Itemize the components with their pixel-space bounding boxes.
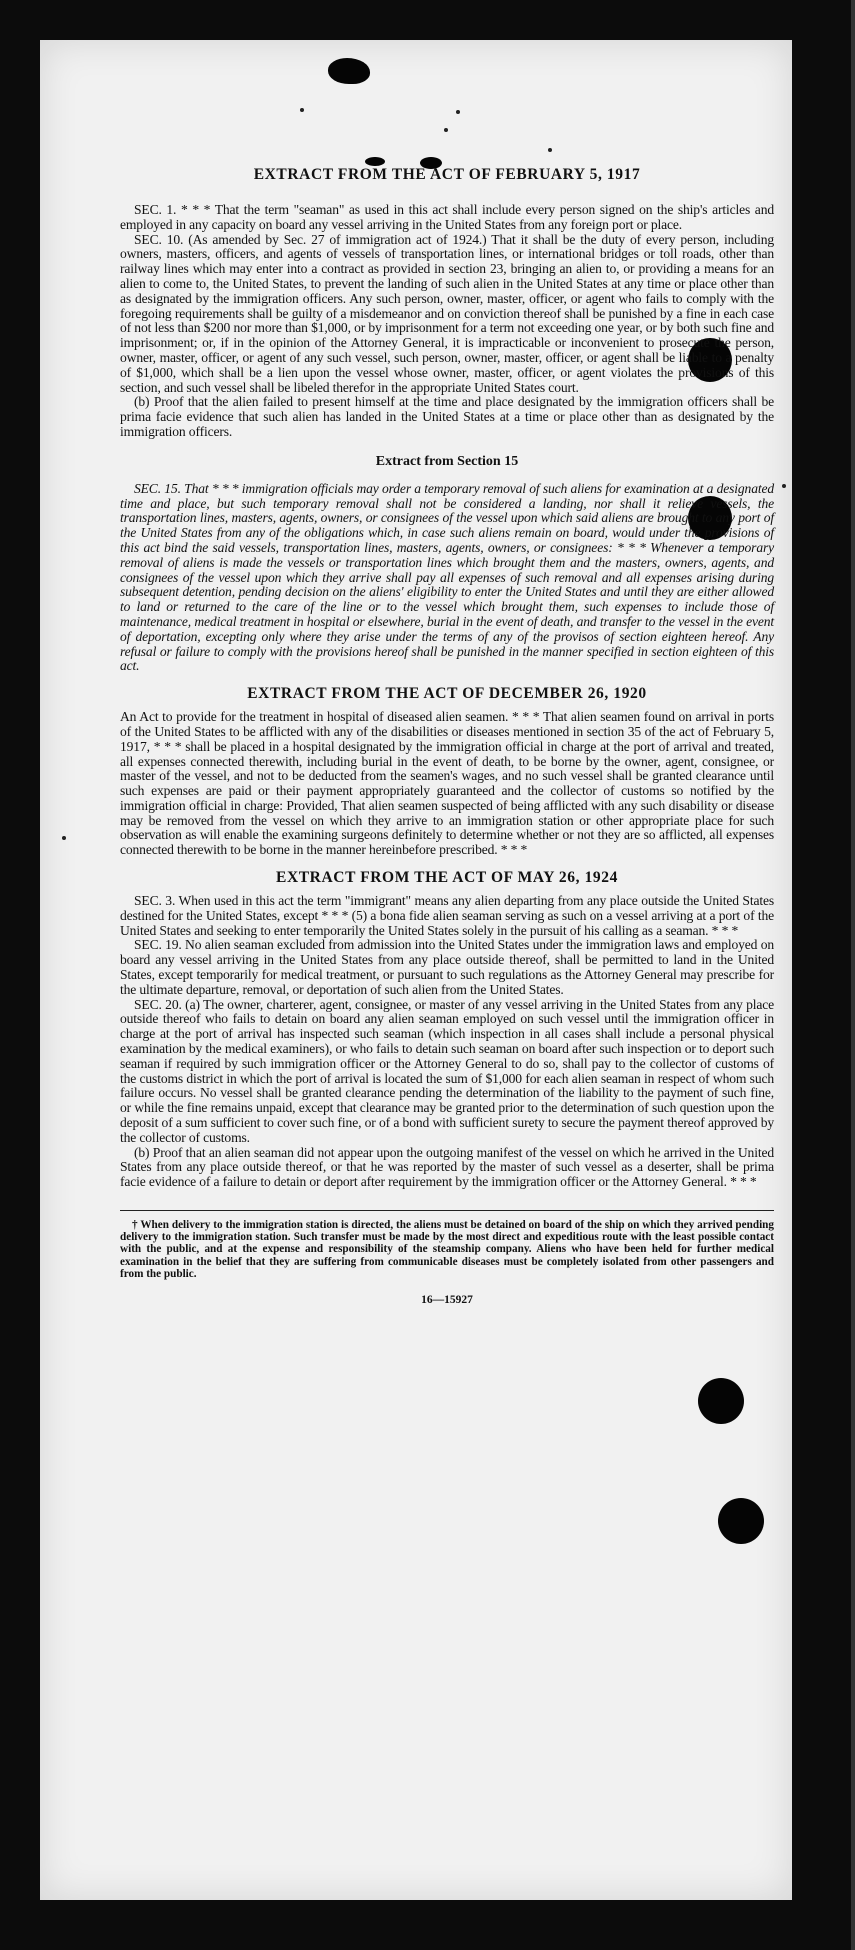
footnote: † When delivery to the immigration station is directed, the aliens must be detained on board of the ship on which they arrived pending delivery to the immigration station. Such transfer must be made by the most direct and expeditious route with the least possible contact with the public, and at the expense and responsibility of the steamship company. Aliens who have been held for further medical examination in the belief that they are suffering from communicable diseases must be completely isolated from other passengers and from the public.: [120, 1219, 774, 1280]
page-number: 16—15927: [421, 1294, 473, 1307]
ink-blot: [328, 58, 370, 84]
paragraph-1924-b: (b) Proof that an alien seaman did not appear upon the outgoing manifest of the vessel on which he arrived in the United States from any place outside thereof, or that he was reported by the master of such vessel as a deserter, shall be prima facie evidence of a failure to detain or deport after requirement by the immigration officer or the Attorney General. * * *: [120, 1144, 774, 1190]
speck: [444, 128, 448, 132]
document-body: [120, 165, 774, 1306]
document-page: [40, 40, 792, 1900]
heading-act-1917: EXTRACT FROM THE ACT OF FEBRUARY 5, 1917: [253, 166, 641, 183]
speck: [456, 110, 460, 114]
paragraph-1924-sec3: SEC. 3. When used in this act the term "immigrant" means any alien departing from any place outside the United States destined for the United States, except * * * (5) a bona fide alien seaman serving as such on a vessel arriving at a port of the United States and seeking to enter temporarily the United States solely in the pursuit of his calling as a seaman. * * *: [120, 893, 774, 938]
paragraph-1920: An Act to provide for the treatment in hospital of diseased alien seamen. * * * That alien seamen found on arrival in ports of the United States to be afflicted with any of the disabilities or diseases mentioned in section 35 of the act of February 5, 1917, * * * shall be placed in a hospital designated by the immigration official in charge at the port of arrival and treated, all expenses connected therewith, including burial in the event of death, to be borne by the owner, agent, consignee, or master of the vessel, and not to be deducted from the seamen's wages, and no such vessel shall be granted clearance until such expenses are paid or their payment appropriately guaranteed and the collector of customs so notified by the immigration official in charge: Provided, That alien seamen suspected of being afflicted with any such disability or disease may be removed from the vessel on which they arrive to an immigration station or other appropriate place for such observation as will enable the examining surgeons definitely to determine whether or not they are so afflicted, all expenses connected therewith to be borne in the manner hereinbefore prescribed. * * *: [120, 709, 774, 858]
speck: [300, 108, 304, 112]
paragraph-1917-sec1: SEC. 1. * * * That the term "seaman" as used in this act shall include every person signed on the ship's articles and employed in any capacity on board any vessel arriving in the United States from any foreign port or place.: [120, 202, 774, 232]
paragraph-1924-sec20: SEC. 20. (a) The owner, charterer, agent, consignee, or master of any vessel arriving in the United States from any place outside thereof who fails to detain on board any alien seaman employed on such vessel until the immigration officer in charge at the port of arrival has inspected such seaman (which inspection in all cases shall include a personal physical examination by the medical examiners), or who fails to detain such seaman on board after such inspection or to deport such seaman if required by such immigration officer or the Attorney General to do so, shall pay to the collector of customs of the customs district in which the port of arrival is located the sum of $1,000 for each alien seaman in respect of whom such failure occurs. No vessel shall be granted clearance pending the determination of the liability to the payment of such fine, or while the fine remains unpaid, except that clearance may be granted prior to the determination of such question upon the deposit of a sum sufficient to cover such fine, or of a bond with sufficient surety to secure the payment thereof approved by the collector of customs.: [120, 996, 774, 1145]
paragraph-1924-sec19: SEC. 19. No alien seaman excluded from admission into the United States under the immigration laws and employed on board any vessel arriving in the United States from any place outside thereof, shall be permitted to land in the United States, except temporarily for medical treatment, or pursuant to such regulations as the Attorney General may prescribe for the ultimate departure, removal, or deportation of such alien from the United States.: [120, 937, 774, 997]
paragraph-1917-b: (b) Proof that the alien failed to present himself at the time and place designated by the immigration officers shall be prima facie evidence that such alien has landed in the United States at a time or place other than as designated by the immigration officers.: [120, 394, 774, 439]
punch-hole: [698, 1378, 744, 1424]
heading-act-1924: EXTRACT FROM THE ACT OF MAY 26, 1924: [276, 869, 618, 887]
scan-edge: [851, 0, 855, 1950]
heading-section-15: Extract from Section 15: [375, 453, 519, 469]
speck: [548, 148, 552, 152]
paragraph-sec15: SEC. 15. That * * * immigration officials may order a temporary removal of such aliens for examination at a designated time and place, but such temporary removal shall not be considered a landing, nor shall it relieve vessels, the transportation lines, masters, agents, owners, or consignees of the vessel upon which said aliens are brought to any port of the United States from any of the obligations which, in case such aliens remain on board, would under the provisions of this act bind the said vessels, transportation lines, masters, agents, owners, or consignees: * * * Whenever a temporary removal of aliens is made the vessels or transportation lines which brought them and the masters, owners, agents, and consignees of the vessel upon which they arrive shall pay all expenses of such removal and all expenses arising during subsequent detention, pending decision on the aliens' eligibility to enter the United States and until they are either allowed to land or returned to the care of the line or to the vessel which brought them, such expenses to include those of maintenance, medical treatment in hospital or elsewhere, burial in the event of death, and transfer to the vessel in the event of deportation, excepting only where they arise under the terms of any of the provisos of section eighteen hereof. Any refusal or failure to comply with the provisions hereof shall be punished in the manner specified in section eighteen of this act.: [120, 480, 774, 674]
speck: [62, 836, 66, 840]
punch-hole: [718, 1498, 764, 1544]
footnote-divider: [120, 1210, 774, 1211]
heading-act-1920: EXTRACT FROM THE ACT OF DECEMBER 26, 1920: [247, 685, 647, 703]
speck: [782, 484, 786, 488]
paragraph-1917-sec10: SEC. 10. (As amended by Sec. 27 of immigration act of 1924.) That it shall be the duty of every person, including owners, masters, officers, and agents of vessels of transportation lines, or international bridges or toll roads, other than railway lines which may enter into a contract as provided in section 23, bringing an alien to, or providing a means for an alien to come to, the United States, to prevent the landing of such alien in the United States at any time or place other than as designated by the immigration officers. Any such person, owner, master, officer, or agent who fails to comply with the foregoing requirements shall be guilty of a misdemeanor and on conviction thereof shall be punished by a fine in each case of not less than $200 nor more than $1,000, or by imprisonment for a term not exceeding one year, or by both such fine and imprisonment; or, if in the opinion of the Attorney General, it is impracticable or inconvenient to prosecute the person, owner, master, officer, or agent of any such vessel, such person, owner, master, officer, or agent shall be liable to a penalty of $1,000, which shall be a lien upon the vessel whose owner, master, officer, or agent violates the provisions of this section, and such vessel shall be libeled therefor in the appropriate United States court.: [120, 231, 774, 395]
